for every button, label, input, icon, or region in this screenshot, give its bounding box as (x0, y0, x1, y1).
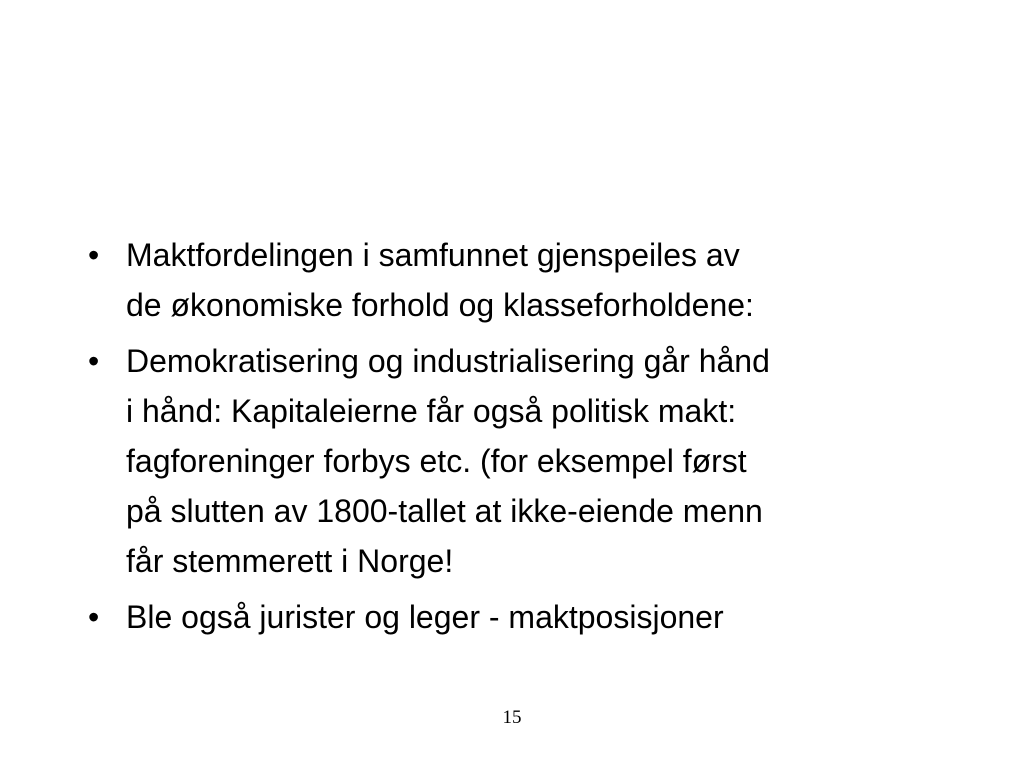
bullet-marker: • (88, 599, 100, 635)
bullet-line: Demokratisering og industrialisering går hånd (126, 343, 770, 379)
bullet-line: Ble også jurister og leger - maktposisjoner (126, 599, 724, 635)
bullet-line: på slutten av 1800-tallet at ikke-eiende menn (126, 493, 763, 529)
bullet-text (126, 336, 948, 586)
bullet-line: Maktfordelingen i samfunnet gjenspeiles av (126, 237, 740, 273)
bullet-marker: • (88, 237, 100, 273)
bullet-line: fagforeninger forbys etc. (for eksempel først (126, 443, 747, 479)
bullet-item (88, 592, 948, 642)
bullet-line: de økonomiske forhold og klasseforholdene: (126, 287, 754, 323)
bullet-line: i hånd: Kapitaleierne får også politisk makt: (126, 393, 737, 429)
page-number: 15 (502, 707, 522, 728)
bullet-marker: • (88, 343, 100, 379)
bullet-item (88, 336, 948, 586)
bullet-line: får stemmerett i Norge! (126, 543, 454, 579)
bullet-item (88, 230, 948, 330)
bullet-text (126, 592, 948, 642)
bullet-text (126, 230, 948, 330)
bullet-list (88, 230, 948, 648)
